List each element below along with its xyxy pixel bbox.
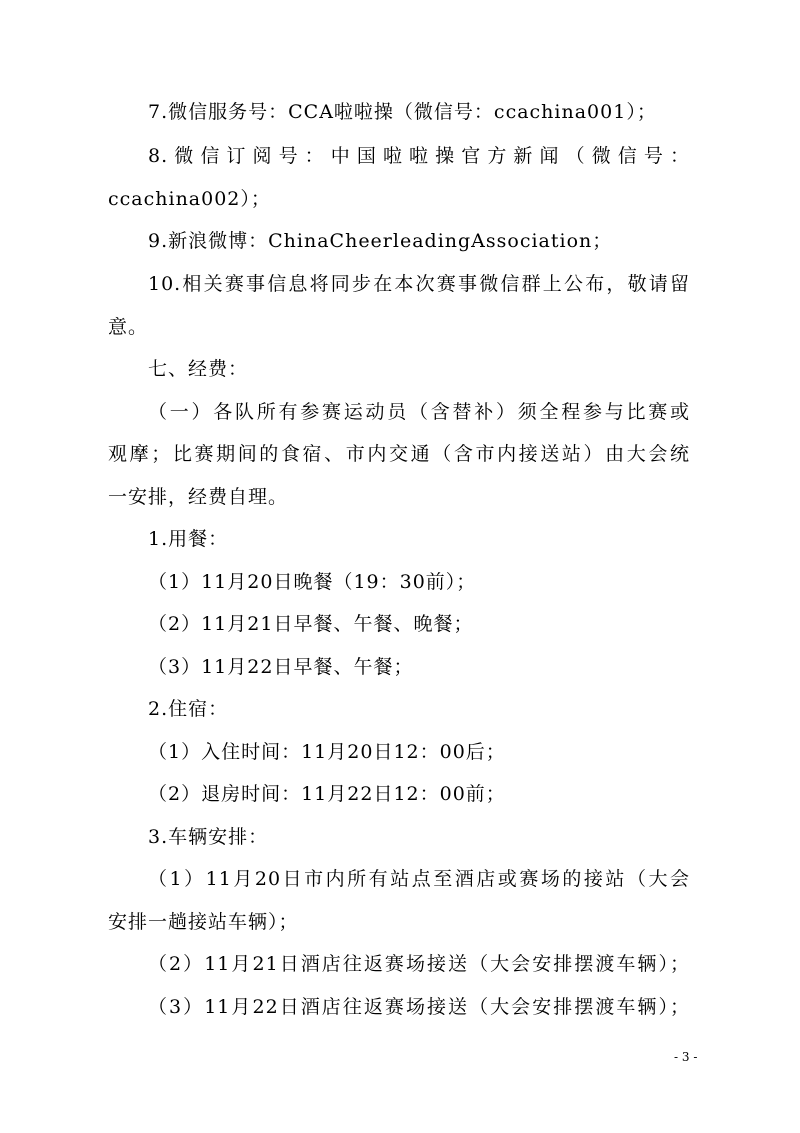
subsection-heading: 1.用餐： bbox=[148, 528, 229, 550]
page-number: - 3 - bbox=[674, 1050, 698, 1064]
subsection-heading: 3.车辆安排： bbox=[148, 826, 269, 848]
text-line: （1）11月20日市内所有站点至酒店或赛场的接站（大会 bbox=[148, 868, 690, 890]
text-line: （2）11月21日早餐、午餐、晚餐； bbox=[148, 613, 474, 635]
subsection-heading: 2.住宿： bbox=[148, 698, 229, 720]
text-line: （1）入住时间：11月20日12：00后； bbox=[148, 741, 506, 763]
text-line: 一安排，经费自理。 bbox=[108, 486, 289, 508]
text-line: 10.相关赛事信息将同步在本次赛事微信群上公布，敬请留 bbox=[148, 273, 690, 295]
text-line: 7.微信服务号：CCA啦啦操（微信号：ccachina001）； bbox=[148, 101, 657, 123]
text-line: 8.微信订阅号：中国啦啦操官方新闻（微信号： bbox=[148, 145, 690, 167]
text-line: （2）退房时间：11月22日12：00前； bbox=[148, 783, 506, 805]
section-heading: 七、经费： bbox=[148, 358, 249, 380]
text-line: 安排一趟接站车辆）； bbox=[108, 911, 299, 933]
text-line: 观摩；比赛期间的食宿、市内交通（含市内接送站）由大会统 bbox=[108, 443, 690, 465]
text-line: （一）各队所有参赛运动员（含替补）须全程参与比赛或 bbox=[148, 401, 690, 423]
text-line: （3）11月22日酒店往返赛场接送（大会安排摆渡车辆）； bbox=[148, 996, 690, 1018]
text-line: （2）11月21日酒店往返赛场接送（大会安排摆渡车辆）； bbox=[148, 953, 690, 975]
text-line: 意。 bbox=[108, 316, 149, 338]
text-line: （1）11月20日晚餐（19：30前）； bbox=[148, 571, 477, 593]
text-line: 9.新浪微博：ChinaCheerleadingAssociation； bbox=[148, 230, 613, 252]
text-line: （3）11月22日早餐、午餐； bbox=[148, 656, 414, 678]
text-line: ccachina002）； bbox=[108, 188, 271, 210]
